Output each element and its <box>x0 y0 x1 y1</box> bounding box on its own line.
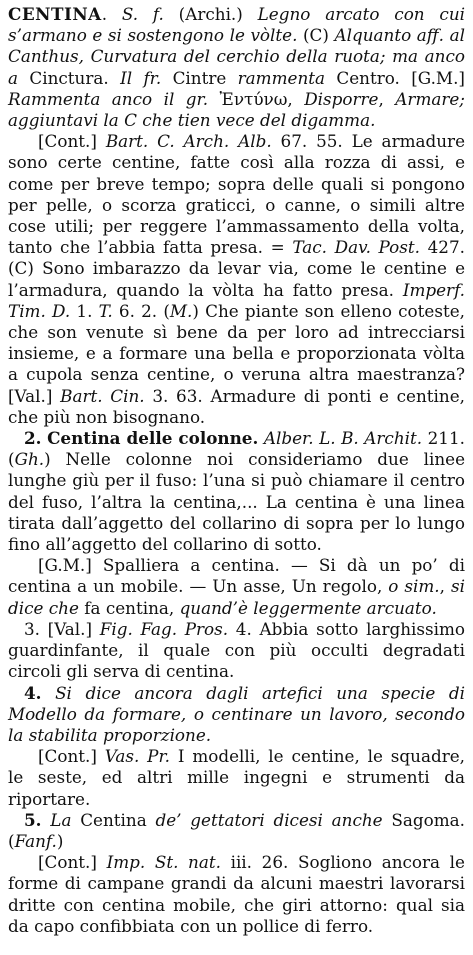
sense-4: 4. Si dice ancora dagli artefici una specie di Modello da formare, o centinare un lavoro, secondo la stabilita proporzione. <box>8 682 465 745</box>
citation-paragraph: [Cont.] Bart. C. Arch. Alb. 67. 55. Le armadure sono certe centine, fatte così alla rozza di assi, e come per breve tempo; sopra delle quali si pongono per pelle, o scorza graticci, o canne, o simili altre cose utili; per reggere l’ammassamento della volta, tanto che l’abbia fatta presa. = Tac. Dav. Post. 427. (C) Sono imbarazzo da levar via, come le centine e l’armadura, quando la vòlta ha fatto presa. Imperf. Tim. D. 1. T. 6. 2. (M.) Che piante son elleno coteste, che son venute sì bene da per loro ad intrecciarsi insieme, e a formare una bella e proporzionata vòlta a cupola senza centine, o veruna altra maestranza? [Val.] Bart. Cin. 3. 63. Armadure di ponti e centine, che più non bisognano. <box>8 131 466 427</box>
headword: CENTINA <box>8 4 102 24</box>
imperato-citation: [Cont.] Imp. St. nat. iii. 26. Sogliono ancora le forme di campane grandi da alcuni maestri lavorarsi dritte con centina mobile, che giri attorno: qual sia da capo confibbiata con un pollice di ferro. <box>8 852 465 936</box>
sense-5: 5. La Centina de’ gettatori dicesi anche Sagoma. (Fanf.) <box>8 809 465 851</box>
gm-note: [G.M.] Spalliera a centina. — Si dà un po’ di centina a un mobile. — Un asse, Un regolo, o sim., si dice che fa centina, quand’è leggermente arcuato. <box>8 555 465 618</box>
sense-3: 3. [Val.] Fig. Fag. Pros. 4. Abbia sotto larghissimo guardinfante, il quale con più occulti degradati circoli gli serva di centina. <box>8 618 465 682</box>
entry-definition: CENTINA. S. f. (Archi.) Legno arcato con cui s’armano e si sostengono le vòlte. (C) Alquanto aff. al Canthus, Curvatura del cerchio della ruota; ma anco a Cinctura. Il fr. Cintre rammenta Centro. [G.M.] Rammenta anco il gr. Ἐντύνω, Disporre, Armare; aggiuntavi la C che tien vece del digamma. <box>8 4 465 131</box>
grammar-tag: S. f. <box>121 4 164 24</box>
sense-2: 2. Centina delle colonne. Alber. L. B. Archit. 211. (Gh.) Nelle colonne noi consideriamo due linee lunghe giù per il fuso: l’una si può chiamare il centro del fuso, l’altra la centina,... La centina è una linea tirata dall’aggetto del collarino di sopra per lo lungo fino all’aggetto del collarino di sotto. <box>8 428 465 555</box>
vasari-citation: [Cont.] Vas. Pr. I modelli, le centine, le squadre, le seste, ed altri mille ingegni e strumenti da riportare. <box>8 746 465 809</box>
